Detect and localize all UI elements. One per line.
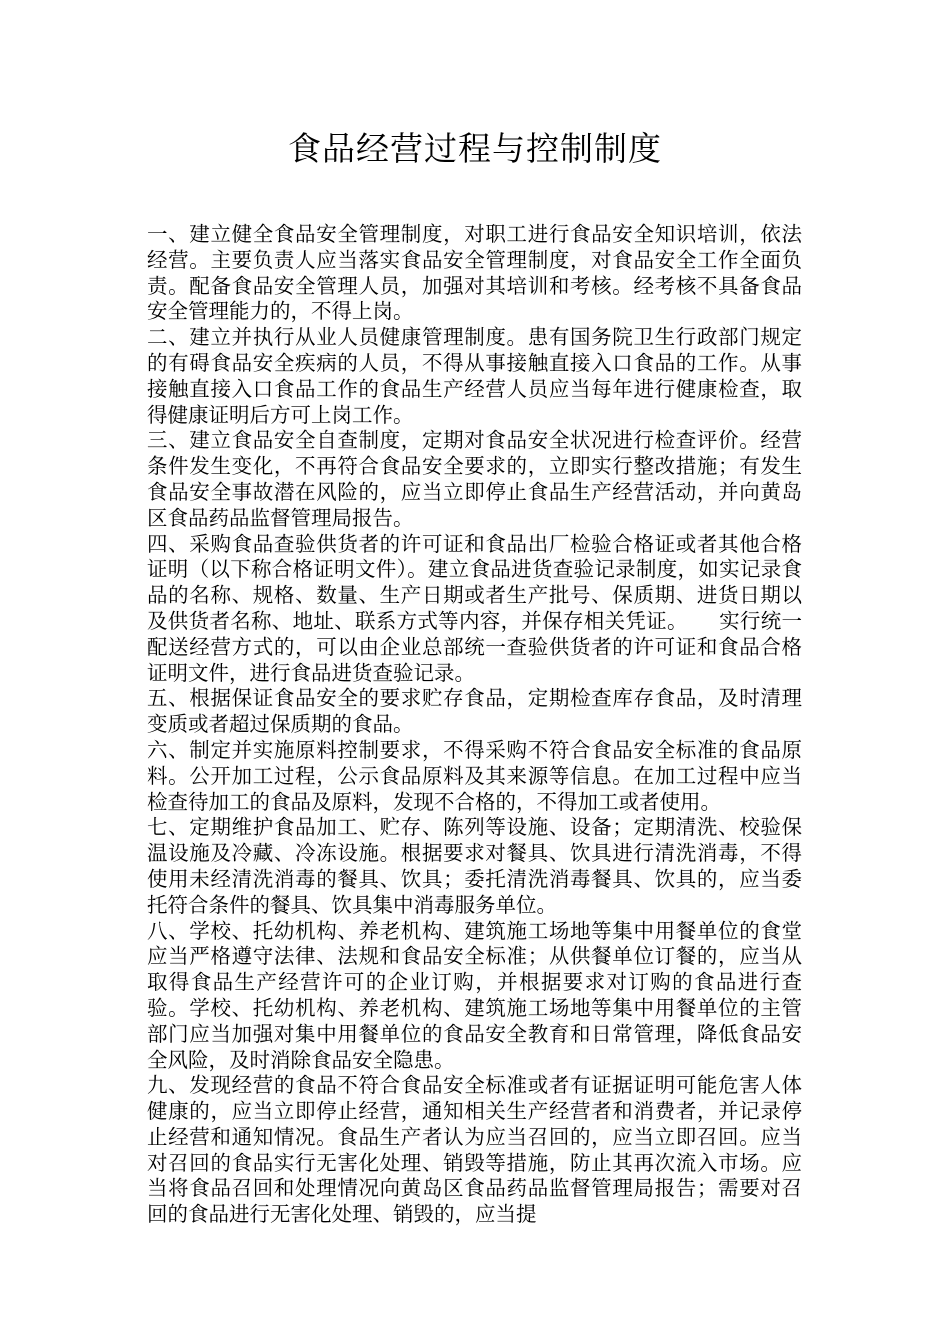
paragraph-7: 七、定期维护食品加工、贮存、陈列等设施、设备；定期清洗、校验保温设施及冷藏、冷冻设施。根据要求对餐具、饮具进行清洗消毒，不得使用未经清洗消毒的餐具、饮具；委托清洗消毒餐具、饮具的，应当委托符合条件的餐具、饮具集中消毒服务单位。 — [147, 815, 802, 917]
paragraph-9: 九、发现经营的食品不符合食品安全标准或者有证据证明可能危害人体健康的，应当立即停止经营，通知相关生产经营者和消费者，并记录停止经营和通知情况。食品生产者认为应当召回的，应当立即召回。应当对召回的食品实行无害化处理、销毁等措施，防止其再次流入市场。应当将食品召回和处理情况向黄岛区食品药品监督管理局报告；需要对召回的食品进行无害化处理、销毁的，应当提 — [147, 1073, 802, 1227]
document-title: 食品经营过程与控制制度 — [288, 129, 662, 168]
paragraph-2: 二、建立并执行从业人员健康管理制度。患有国务院卫生行政部门规定的有碍食品安全疾病的人员，不得从事接触直接入口食品的工作。从事接触直接入口食品工作的食品生产经营人员应当每年进行健康检查，取得健康证明后方可上岗工作。 — [147, 325, 802, 427]
document-body — [147, 222, 802, 1228]
paragraph-8: 八、学校、托幼机构、养老机构、建筑施工场地等集中用餐单位的食堂应当严格遵守法律、法规和食品安全标准；从供餐单位订餐的，应当从取得食品生产经营许可的企业订购，并根据要求对订购的食品进行查验。学校、托幼机构、养老机构、建筑施工场地等集中用餐单位的主管部门应当加强对集中用餐单位的食品安全教育和日常管理，降低食品安全风险，及时消除食品安全隐患。 — [147, 918, 802, 1072]
paragraph-6: 六、制定并实施原料控制要求，不得采购不符合食品安全标准的食品原料。公开加工过程，公示食品原料及其来源等信息。在加工过程中应当检查待加工的食品及原料，发现不合格的，不得加工或者使用。 — [147, 737, 802, 814]
paragraph-3: 三、建立食品安全自查制度，定期对食品安全状况进行检查评价。经营条件发生变化，不再符合食品安全要求的，立即实行整改措施；有发生食品安全事故潜在风险的，应当立即停止食品生产经营活动，并向黄岛区食品药品监督管理局报告。 — [147, 428, 802, 530]
paragraph-4: 四、采购食品查验供货者的许可证和食品出厂检验合格证或者其他合格证明（以下称合格证明文件）。建立食品进货查验记录制度，如实记录食品的名称、规格、数量、生产日期或者生产批号、保质期、进货日期以及供货者名称、地址、联系方式等内容，并保存相关凭证。 实行统一配送经营方式的，可以由企业总部统一查验供货者的许可证和食品合格证明文件，进行食品进货查验记录。 — [147, 531, 802, 685]
paragraph-1: 一、建立健全食品安全管理制度，对职工进行食品安全知识培训，依法经营。主要负责人应当落实食品安全管理制度，对食品安全工作全面负责。配备食品安全管理人员，加强对其培训和考核。经考核不具备食品安全管理能力的，不得上岗。 — [147, 222, 802, 324]
paragraph-5: 五、根据保证食品安全的要求贮存食品，定期检查库存食品，及时清理变质或者超过保质期的食品。 — [147, 686, 802, 737]
